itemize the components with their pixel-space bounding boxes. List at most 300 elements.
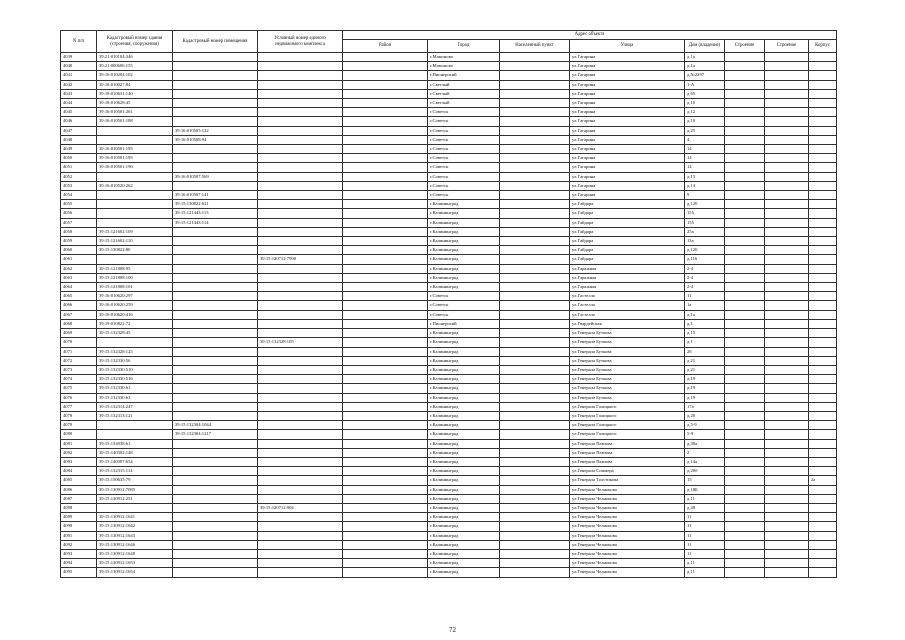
cell-house: д.1а: [685, 310, 725, 319]
cell-house: д.11: [685, 568, 725, 577]
cell-block: [725, 448, 765, 457]
cell-cadastral-room: [173, 99, 258, 108]
cell-house: д.19: [685, 393, 725, 402]
header-cadastral-room: Кадастровый номер помещения: [173, 31, 258, 53]
cell-city: г.Калининград: [428, 421, 500, 430]
cell-cadastral-building: 39:15:130822:80: [97, 246, 173, 255]
cell-district: [343, 301, 428, 310]
cell-block: [725, 117, 765, 126]
table-row: [61, 430, 837, 439]
cell-city: г.Калининград: [428, 338, 500, 347]
cell-structure: [765, 264, 809, 273]
cell-city: г.Калининград: [428, 264, 500, 273]
cell-cadastral-building: 39:15:132330:56: [97, 356, 173, 365]
cell-street: ул.Гастелло: [570, 301, 685, 310]
cell-street: ул.Генерала Галицкого: [570, 411, 685, 420]
cell-house: д.30а: [685, 439, 725, 448]
table-row: [61, 531, 837, 540]
cell-district: [343, 200, 428, 209]
header-structure: Строение: [765, 40, 809, 53]
cell-district: [343, 384, 428, 393]
cell-house: 14: [685, 145, 725, 154]
cell-cadastral-room: [173, 255, 258, 264]
cell-row-num: 4050: [61, 154, 97, 163]
cell-conditional-number: [258, 71, 343, 80]
cell-row-num: 4041: [61, 71, 97, 80]
cell-city: г.Калининград: [428, 568, 500, 577]
cell-cadastral-building: 39:15:150635:79: [97, 476, 173, 485]
cell-cadastral-room: 39:16:010507:141: [173, 191, 258, 200]
table-row: [61, 522, 837, 531]
cell-settlement: [500, 154, 570, 163]
cell-cadastral-room: [173, 62, 258, 71]
cell-cadastral-building: 39:15:134938:61: [97, 439, 173, 448]
cell-conditional-number: [258, 319, 343, 328]
cell-settlement: [500, 246, 570, 255]
cell-city: г.Советск: [428, 117, 500, 126]
table-row: [61, 145, 837, 154]
header-city: Город: [428, 40, 500, 53]
cell-street: ул.Генерала Павлова: [570, 448, 685, 457]
cell-structure: [765, 457, 809, 466]
cell-cadastral-room: [173, 549, 258, 558]
cell-street: ул.Гайдара: [570, 209, 685, 218]
cell-conditional-number: [258, 53, 343, 62]
cell-cadastral-room: [173, 227, 258, 236]
cell-cadastral-building: 39:15:140307:654: [97, 457, 173, 466]
cell-street: ул.Гагарина: [570, 172, 685, 181]
table-row: [61, 126, 837, 135]
cell-city: г.Советск: [428, 154, 500, 163]
cell-korpus: [809, 135, 837, 144]
cell-city: г.Светлый: [428, 80, 500, 89]
cell-structure: [765, 99, 809, 108]
cell-house: д.1а: [685, 62, 725, 71]
table-row: [61, 384, 837, 393]
cell-korpus: [809, 384, 837, 393]
cell-row-num: 4055: [61, 200, 97, 209]
cell-block: [725, 356, 765, 365]
cell-street: ул.Генерала Челнокова: [570, 531, 685, 540]
cell-house: д.120: [685, 246, 725, 255]
table-row: [61, 356, 837, 365]
cell-house: д.20: [685, 411, 725, 420]
cell-house: д.1: [685, 319, 725, 328]
cell-conditional-number: [258, 384, 343, 393]
cell-city: г.Мамоново: [428, 62, 500, 71]
table-row: [61, 273, 837, 282]
cell-conditional-number: [258, 172, 343, 181]
cell-conditional-number: [258, 301, 343, 310]
cell-district: [343, 421, 428, 430]
cell-korpus: [809, 181, 837, 190]
cell-house: 2: [685, 448, 725, 457]
cell-settlement: [500, 347, 570, 356]
cell-conditional-number: [258, 457, 343, 466]
cell-row-num: 4064: [61, 283, 97, 292]
cell-district: [343, 448, 428, 457]
cell-conditional-number: [258, 80, 343, 89]
cell-settlement: [500, 255, 570, 264]
cell-block: [725, 531, 765, 540]
cell-conditional-number: [258, 476, 343, 485]
cell-cadastral-building: 39:15:130912:1642: [97, 522, 173, 531]
cell-cadastral-building: 39:15:132314:247: [97, 402, 173, 411]
cell-row-num: 4080: [61, 430, 97, 439]
cell-conditional-number: [258, 283, 343, 292]
cell-house: 25а: [685, 227, 725, 236]
cell-city: г.Калининград: [428, 549, 500, 558]
cell-city: г.Калининград: [428, 439, 500, 448]
cell-district: [343, 365, 428, 374]
cell-korpus: [809, 549, 837, 558]
table-row: [61, 209, 837, 218]
cell-cadastral-room: [173, 411, 258, 420]
cell-korpus: [809, 154, 837, 163]
cell-city: г.Калининград: [428, 227, 500, 236]
cell-conditional-number: [258, 62, 343, 71]
cell-city: г.Калининград: [428, 457, 500, 466]
cell-settlement: [500, 89, 570, 98]
cell-conditional-number: [258, 568, 343, 577]
table-row: [61, 301, 837, 310]
cell-street: ул.Генерала Челнокова: [570, 559, 685, 568]
table-row: [61, 62, 837, 71]
cell-settlement: [500, 531, 570, 540]
cell-cadastral-room: [173, 393, 258, 402]
cell-structure: [765, 411, 809, 420]
table-row: [61, 255, 837, 264]
cell-structure: [765, 191, 809, 200]
cell-house: д.38: [685, 503, 725, 512]
cell-conditional-number: [258, 448, 343, 457]
header-house: Дом (владение): [685, 40, 725, 53]
cell-settlement: [500, 53, 570, 62]
cell-block: [725, 310, 765, 319]
cell-korpus: [809, 310, 837, 319]
cell-district: [343, 467, 428, 476]
cell-street: ул.Гайдара: [570, 237, 685, 246]
cell-cadastral-building: 39:15:121602:110: [97, 237, 173, 246]
cell-house: д.11: [685, 559, 725, 568]
cell-cadastral-building: 39:15:121808:95: [97, 264, 173, 273]
cell-block: [725, 273, 765, 282]
cell-korpus: [809, 531, 837, 540]
cell-structure: [765, 310, 809, 319]
cell-settlement: [500, 549, 570, 558]
cell-cadastral-building: 39:16:010520:262: [97, 181, 173, 190]
cell-street: ул.Гагарина: [570, 191, 685, 200]
cell-block: [725, 347, 765, 356]
cell-street: ул.Гайдара: [570, 255, 685, 264]
cell-conditional-number: [258, 356, 343, 365]
cell-conditional-number: [258, 117, 343, 126]
cell-cadastral-building: [97, 191, 173, 200]
table-row: [61, 310, 837, 319]
cell-city: г.Калининград: [428, 540, 500, 549]
cell-house: д.21: [685, 356, 725, 365]
cell-cadastral-room: [173, 71, 258, 80]
cell-settlement: [500, 439, 570, 448]
cell-cadastral-building: [97, 135, 173, 144]
cell-district: [343, 117, 428, 126]
cell-conditional-number: [258, 402, 343, 411]
cell-city: г.Советск: [428, 181, 500, 190]
cell-cadastral-building: 39:15:132328:125: [97, 347, 173, 356]
cell-house: 9: [685, 191, 725, 200]
table-row: [61, 439, 837, 448]
cell-row-num: 4040: [61, 62, 97, 71]
table-row: [61, 540, 837, 549]
cell-street: ул.Гастелло: [570, 292, 685, 301]
cell-house: д.1: [685, 338, 725, 347]
cell-structure: [765, 283, 809, 292]
cell-house: д.14а: [685, 457, 725, 466]
cell-city: г.Калининград: [428, 356, 500, 365]
cell-district: [343, 237, 428, 246]
cell-block: [725, 430, 765, 439]
cell-structure: [765, 384, 809, 393]
cell-block: [725, 549, 765, 558]
cell-city: г.Калининград: [428, 329, 500, 338]
cell-district: [343, 411, 428, 420]
cell-structure: [765, 227, 809, 236]
cell-district: [343, 310, 428, 319]
table-row: [61, 476, 837, 485]
cell-district: [343, 154, 428, 163]
cell-conditional-number: [258, 273, 343, 282]
cell-block: [725, 559, 765, 568]
cell-house: д.10: [685, 117, 725, 126]
cell-conditional-number: [258, 292, 343, 301]
table-row: [61, 227, 837, 236]
table-row: [61, 338, 837, 347]
cell-structure: [765, 522, 809, 531]
cell-cadastral-building: 39:15:132313:121: [97, 411, 173, 420]
cell-cadastral-room: [173, 237, 258, 246]
cell-street: ул.Гагарина: [570, 71, 685, 80]
cell-street: ул.Генерала Буткова: [570, 329, 685, 338]
cell-row-num: 4073: [61, 365, 97, 374]
cell-structure: [765, 200, 809, 209]
cell-street: ул.Генерала Галицкого: [570, 430, 685, 439]
cell-conditional-number: [258, 264, 343, 273]
table-row: [61, 200, 837, 209]
cell-korpus: [809, 347, 837, 356]
cell-cadastral-building: [97, 503, 173, 512]
cell-korpus: [809, 393, 837, 402]
cell-cadastral-room: 39:16:010505:122: [173, 126, 258, 135]
cell-street: ул.Гагарина: [570, 89, 685, 98]
cell-korpus: [809, 237, 837, 246]
cell-settlement: [500, 273, 570, 282]
cell-structure: [765, 356, 809, 365]
cell-row-num: 4076: [61, 393, 97, 402]
cell-house: 4: [685, 135, 725, 144]
cell-settlement: [500, 494, 570, 503]
cell-cadastral-room: [173, 181, 258, 190]
cell-city: г.Калининград: [428, 522, 500, 531]
cell-cadastral-room: [173, 467, 258, 476]
cell-cadastral-building: 39:16:010501:261: [97, 108, 173, 117]
cell-structure: [765, 347, 809, 356]
cell-row-num: 4088: [61, 503, 97, 512]
cell-cadastral-building: 39:15:130912:1653: [97, 559, 173, 568]
cell-block: [725, 485, 765, 494]
table-row: [61, 329, 837, 338]
cell-street: ул.Гаражная: [570, 273, 685, 282]
cell-house: д.5-9: [685, 421, 725, 430]
cell-district: [343, 329, 428, 338]
cell-settlement: [500, 80, 570, 89]
cell-district: [343, 568, 428, 577]
cell-block: [725, 99, 765, 108]
cell-conditional-number: [258, 485, 343, 494]
cell-korpus: [809, 522, 837, 531]
cell-block: [725, 80, 765, 89]
cell-structure: [765, 559, 809, 568]
cell-row-num: 4087: [61, 494, 97, 503]
cell-cadastral-room: [173, 503, 258, 512]
cell-settlement: [500, 430, 570, 439]
cell-house: д.65: [685, 89, 725, 98]
cell-korpus: [809, 89, 837, 98]
cell-settlement: [500, 99, 570, 108]
cell-street: ул.Гагарина: [570, 80, 685, 89]
cell-cadastral-room: [173, 108, 258, 117]
cell-street: ул.Генерала Буткова: [570, 375, 685, 384]
cell-structure: [765, 172, 809, 181]
cell-settlement: [500, 145, 570, 154]
cell-block: [725, 503, 765, 512]
cell-house: д.19: [685, 375, 725, 384]
table-row: [61, 283, 837, 292]
cell-cadastral-room: [173, 439, 258, 448]
cell-settlement: [500, 356, 570, 365]
cell-city: г.Калининград: [428, 494, 500, 503]
cell-row-num: 4095: [61, 568, 97, 577]
cell-district: [343, 80, 428, 89]
cell-settlement: [500, 264, 570, 273]
cell-house: 11: [685, 522, 725, 531]
cell-row-num: 4066: [61, 301, 97, 310]
cell-house: 1-А: [685, 80, 725, 89]
cell-block: [725, 246, 765, 255]
cell-row-num: 4082: [61, 448, 97, 457]
cell-block: [725, 209, 765, 218]
cell-row-num: 4081: [61, 439, 97, 448]
cell-conditional-number: [258, 237, 343, 246]
cell-korpus: [809, 71, 837, 80]
cell-structure: [765, 237, 809, 246]
cell-structure: [765, 568, 809, 577]
cell-street: ул.Гайдара: [570, 227, 685, 236]
cell-street: ул.Генерала Галицкого: [570, 402, 685, 411]
cell-district: [343, 356, 428, 365]
cell-district: [343, 540, 428, 549]
cell-settlement: [500, 108, 570, 117]
cell-conditional-number: [258, 411, 343, 420]
cell-conditional-number: [258, 365, 343, 374]
cell-cadastral-room: 39:16:010507:569: [173, 172, 258, 181]
cell-house: д.12: [685, 108, 725, 117]
cell-house: 26: [685, 347, 725, 356]
cell-house: 155: [685, 209, 725, 218]
cell-street: ул.Гайдара: [570, 200, 685, 209]
cell-city: г.Калининград: [428, 273, 500, 282]
cell-conditional-number: [258, 218, 343, 227]
cell-korpus: [809, 145, 837, 154]
cell-street: ул.Генерала Буткова: [570, 384, 685, 393]
cell-settlement: [500, 126, 570, 135]
page-number: 72: [449, 626, 456, 634]
cell-structure: [765, 246, 809, 255]
cell-cadastral-building: 39:15:132330:510: [97, 365, 173, 374]
cell-row-num: 4049: [61, 145, 97, 154]
cell-street: ул.Гастелло: [570, 310, 685, 319]
cell-block: [725, 375, 765, 384]
register-body: [61, 53, 837, 578]
cell-cadastral-building: [97, 172, 173, 181]
cell-settlement: [500, 181, 570, 190]
table-row: [61, 218, 837, 227]
cell-city: г.Калининград: [428, 200, 500, 209]
cell-settlement: [500, 62, 570, 71]
cell-cadastral-room: [173, 53, 258, 62]
cell-house: 17а: [685, 402, 725, 411]
cell-korpus: [809, 246, 837, 255]
cell-district: [343, 513, 428, 522]
cell-korpus: [809, 200, 837, 209]
cell-conditional-number: 39:15:132328:105: [258, 338, 343, 347]
cell-district: [343, 430, 428, 439]
cell-cadastral-room: [173, 485, 258, 494]
cell-settlement: [500, 117, 570, 126]
cell-cadastral-building: 39:15:130912:7085: [97, 485, 173, 494]
cell-city: г.Калининград: [428, 246, 500, 255]
cell-district: [343, 62, 428, 71]
cell-cadastral-room: 39:15:121443:114: [173, 218, 258, 227]
cell-row-num: 4074: [61, 375, 97, 384]
cell-street: ул.Гагарина: [570, 154, 685, 163]
cell-block: [725, 62, 765, 71]
cell-structure: [765, 89, 809, 98]
cell-street: ул.Гайдара: [570, 218, 685, 227]
cell-cadastral-room: [173, 154, 258, 163]
table-row: [61, 485, 837, 494]
cell-district: [343, 172, 428, 181]
cell-row-num: 4046: [61, 117, 97, 126]
cell-district: [343, 402, 428, 411]
cell-city: г.Советск: [428, 172, 500, 181]
table-row: [61, 154, 837, 163]
cell-street: ул.Гагарина: [570, 135, 685, 144]
cell-settlement: [500, 421, 570, 430]
header-district: Район: [343, 40, 428, 53]
cell-conditional-number: [258, 145, 343, 154]
cell-city: г.Советск: [428, 163, 500, 172]
cell-conditional-number: [258, 135, 343, 144]
cell-cadastral-room: [173, 301, 258, 310]
cell-city: г.Калининград: [428, 448, 500, 457]
cell-structure: [765, 301, 809, 310]
cell-korpus: [809, 227, 837, 236]
cell-block: [725, 126, 765, 135]
cell-city: г.Калининград: [428, 476, 500, 485]
cell-district: [343, 485, 428, 494]
cell-house: д.120: [685, 200, 725, 209]
cell-block: [725, 283, 765, 292]
